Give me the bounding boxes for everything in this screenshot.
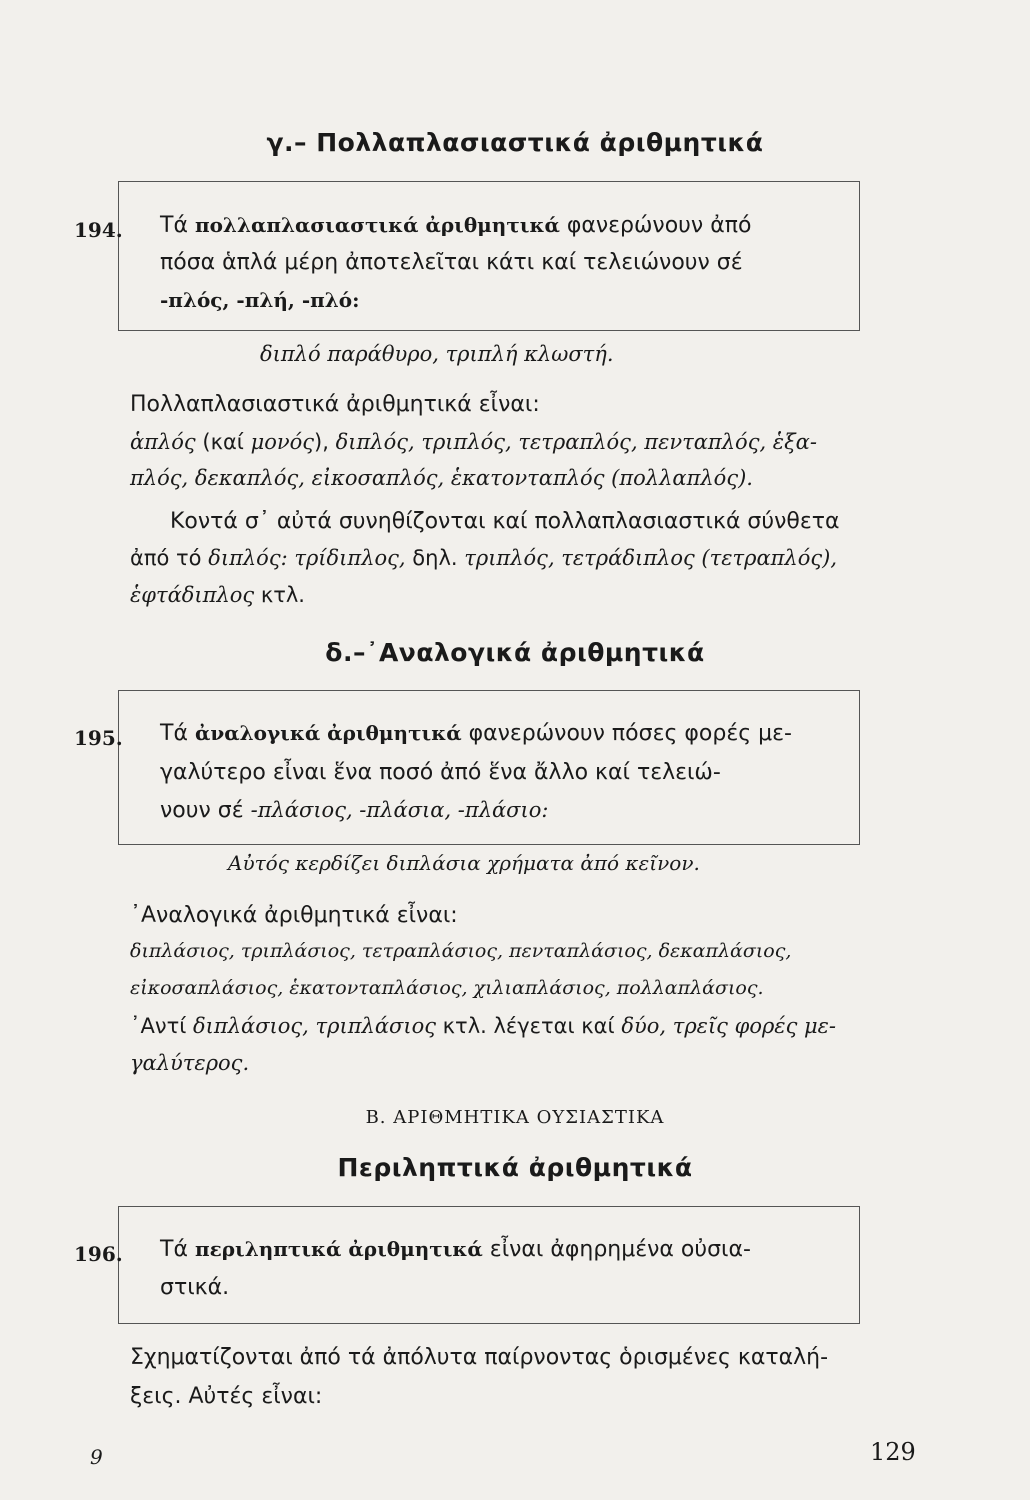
list-194-line-1: ἁπλός (καί μονός), διπλός, τριπλός, τετραπλός, πενταπλός, ἑξα- [130, 430, 817, 454]
compound-line-2: ἀπό τό διπλός: τρίδιπλος, δηλ. τριπλός, τετράδιπλος (τετραπλός), [130, 546, 838, 570]
rule-195-line-2: γαλύτερο εἶναι ἕνα ποσό ἀπό ἕνα ἄλλο καί τελειώ- [160, 760, 721, 785]
heading-collective: Περιληπτικά ἀριθμητικά [337, 1153, 693, 1182]
rule-number-195: 195. [74, 726, 123, 750]
alt-195-line-2: γαλύτερος. [130, 1051, 250, 1075]
heading-analogical: δ.–᾽Αναλογικά ἀριθμητικά [325, 638, 705, 667]
compound-line-1: Κοντά σ᾽ αὐτά συνηθίζονται καί πολλαπλασιαστικά σύνθετα [170, 509, 840, 534]
list-195-line-2: εἰκοσαπλάσιος, ἑκατονταπλάσιος, χιλιαπλάσιος, πολλαπλάσιος. [130, 977, 764, 999]
list-intro-195: ᾽Αναλογικά ἀριθμητικά εἶναι: [130, 903, 458, 928]
rule-number-194: 194. [74, 218, 123, 242]
list-intro-194: Πολλαπλασιαστικά ἀριθμητικά εἶναι: [130, 392, 540, 417]
body-196-line-1: Σχηματίζονται ἀπό τά ἀπόλυτα παίρνοντας ὁρισμένες καταλή- [130, 1345, 829, 1370]
rule-194-line-3: -πλός, -πλή, -πλό: [160, 288, 360, 312]
rule-box-196 [118, 1206, 860, 1324]
heading-multiplicative: γ.– Πολλαπλασιαστικά ἀριθμητικά [266, 128, 764, 157]
compound-line-3: ἑφτάδιπλος κτλ. [130, 583, 305, 607]
rule-194-line-1: Τά πολλαπλασιαστικά ἀριθμητικά φανερώνουν ἀπό [160, 213, 752, 238]
rule-196-line-2: στικά. [160, 1275, 230, 1300]
alt-195-line-1: ᾽Αντί διπλάσιος, τριπλάσιος κτλ. λέγεται καί δύο, τρεῖς φορές με- [130, 1014, 837, 1038]
example-195: Αὐτός κερδίζει διπλάσια χρήματα ἀπό κεῖνον. [228, 851, 700, 875]
page-number: 129 [870, 1438, 916, 1466]
example-194: διπλό παράθυρο, τριπλή κλωστή. [260, 342, 614, 366]
rule-195-line-3: νουν σέ -πλάσιος, -πλάσια, -πλάσιο: [160, 798, 549, 823]
body-196-line-2: ξεις. Αὐτές εἶναι: [130, 1384, 323, 1409]
list-195-line-1: διπλάσιος, τριπλάσιος, τετραπλάσιος, πενταπλάσιος, δεκαπλάσιος, [130, 940, 792, 962]
rule-194-line-2: πόσα ἁπλά μέρη ἀποτελεῖται κάτι καί τελειώνουν σέ [160, 250, 743, 275]
section-title-noun-numerals: Β. ΑΡΙΘΜΗΤΙΚΑ ΟΥΣΙΑΣΤΙΚΑ [365, 1107, 665, 1128]
rule-number-196: 196. [74, 1242, 123, 1266]
signature-mark: 9 [90, 1445, 103, 1469]
list-194-line-2: πλός, δεκαπλός, εἰκοσαπλός, ἑκατονταπλός (πολλαπλός). [130, 466, 753, 490]
rule-196-line-1: Τά περιληπτικά ἀριθμητικά εἶναι ἀφηρημένα οὐσια- [160, 1237, 751, 1262]
rule-195-line-1: Τά ἀναλογικά ἀριθμητικά φανερώνουν πόσες φορές με- [160, 721, 792, 746]
